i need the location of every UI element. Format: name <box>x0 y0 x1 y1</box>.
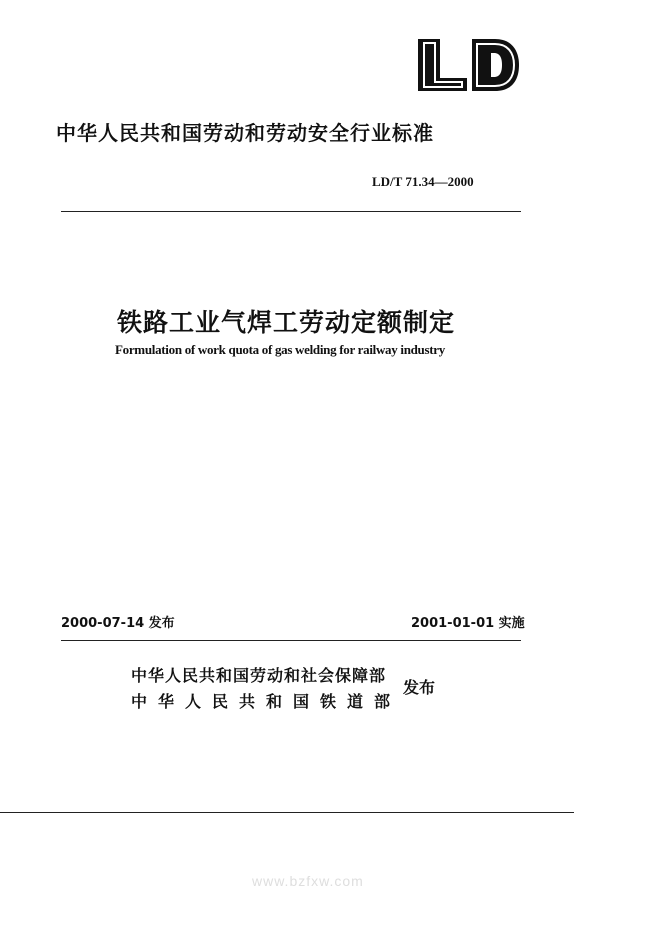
issuer-ministry-labour: 中华人民共和国劳动和社会保障部 <box>131 666 387 685</box>
publish-label: 发布 <box>403 678 436 697</box>
standard-family-title: 中华人民共和国劳动和劳动安全行业标准 <box>56 121 434 145</box>
issue-date: 2000-07-14 发布 <box>61 616 175 631</box>
document-title-english: Formulation of work quota of gas welding for railway industry <box>115 342 445 357</box>
bottom-divider <box>0 812 574 813</box>
watermark: www.bzfxw.com <box>252 873 364 889</box>
standard-number: LD/T 71.34—2000 <box>372 174 474 189</box>
ld-logo <box>415 36 521 94</box>
implementation-date: 2001-01-01 实施 <box>411 616 525 631</box>
issuer-ministry-railways: 中华人民共和国铁道部 <box>131 692 402 711</box>
document-title-chinese: 铁路工业气焊工劳动定额制定 <box>117 308 456 337</box>
top-divider <box>61 211 521 212</box>
ld-logo-mark <box>415 36 521 94</box>
date-divider <box>61 640 521 641</box>
